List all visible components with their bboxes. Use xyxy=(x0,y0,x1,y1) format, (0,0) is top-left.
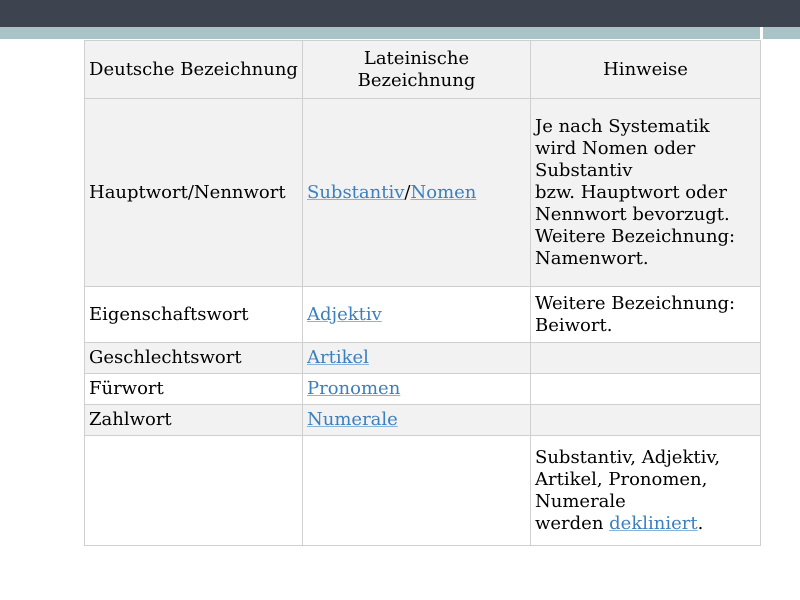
latin-name xyxy=(303,374,531,405)
link-nomen[interactable]: Nomen xyxy=(410,181,477,203)
link-dekliniert[interactable]: dekliniert xyxy=(609,512,698,534)
table-header-row xyxy=(85,41,761,99)
header-notes: Hinweise xyxy=(531,41,761,99)
header-latin: Lateinische Bezeichnung xyxy=(303,41,531,99)
slide-top-bar xyxy=(0,0,800,27)
note-end: . xyxy=(697,512,704,534)
latin-name xyxy=(303,99,531,287)
note-text: Substantiv, Adjektiv, Artikel, Pronomen, Numerale werden xyxy=(535,446,721,534)
note-cell xyxy=(531,405,761,436)
slide-accent-bar-end xyxy=(763,27,800,39)
latin-name xyxy=(303,287,531,343)
note-cell xyxy=(531,374,761,405)
german-name: Eigenschaftswort xyxy=(85,287,303,343)
link-substantiv[interactable]: Substantiv xyxy=(307,181,405,203)
german-name: Geschlechtswort xyxy=(85,343,303,374)
german-name xyxy=(85,436,303,546)
latin-name xyxy=(303,436,531,546)
german-name: Hauptwort/Nennwort xyxy=(85,99,303,287)
table-row xyxy=(85,405,761,436)
slide-accent-bar xyxy=(0,27,760,39)
note-cell xyxy=(531,343,761,374)
word-class-table xyxy=(84,40,761,546)
link-pronomen[interactable]: Pronomen xyxy=(307,378,401,399)
german-name: Zahlwort xyxy=(85,405,303,436)
note-cell: Weitere Bezeichnung: Beiwort. xyxy=(531,287,761,343)
link-adjektiv[interactable]: Adjektiv xyxy=(307,303,382,325)
table-row xyxy=(85,374,761,405)
table-row xyxy=(85,343,761,374)
latin-name xyxy=(303,343,531,374)
german-name: Fürwort xyxy=(85,374,303,405)
note-cell: Je nach Systematik wird Nomen oder Substantiv bzw. Hauptwort oder Nennwort bevorzugt. Weitere Bezeichnung: Namenwort. xyxy=(531,99,761,287)
header-german: Deutsche Bezeichnung xyxy=(85,41,303,99)
link-artikel[interactable]: Artikel xyxy=(307,347,369,368)
latin-name xyxy=(303,405,531,436)
note-cell xyxy=(531,436,761,546)
table-row xyxy=(85,436,761,546)
table-row xyxy=(85,99,761,287)
latin-separator: / xyxy=(404,181,411,203)
link-numerale[interactable]: Numerale xyxy=(307,409,398,430)
table-row xyxy=(85,287,761,343)
